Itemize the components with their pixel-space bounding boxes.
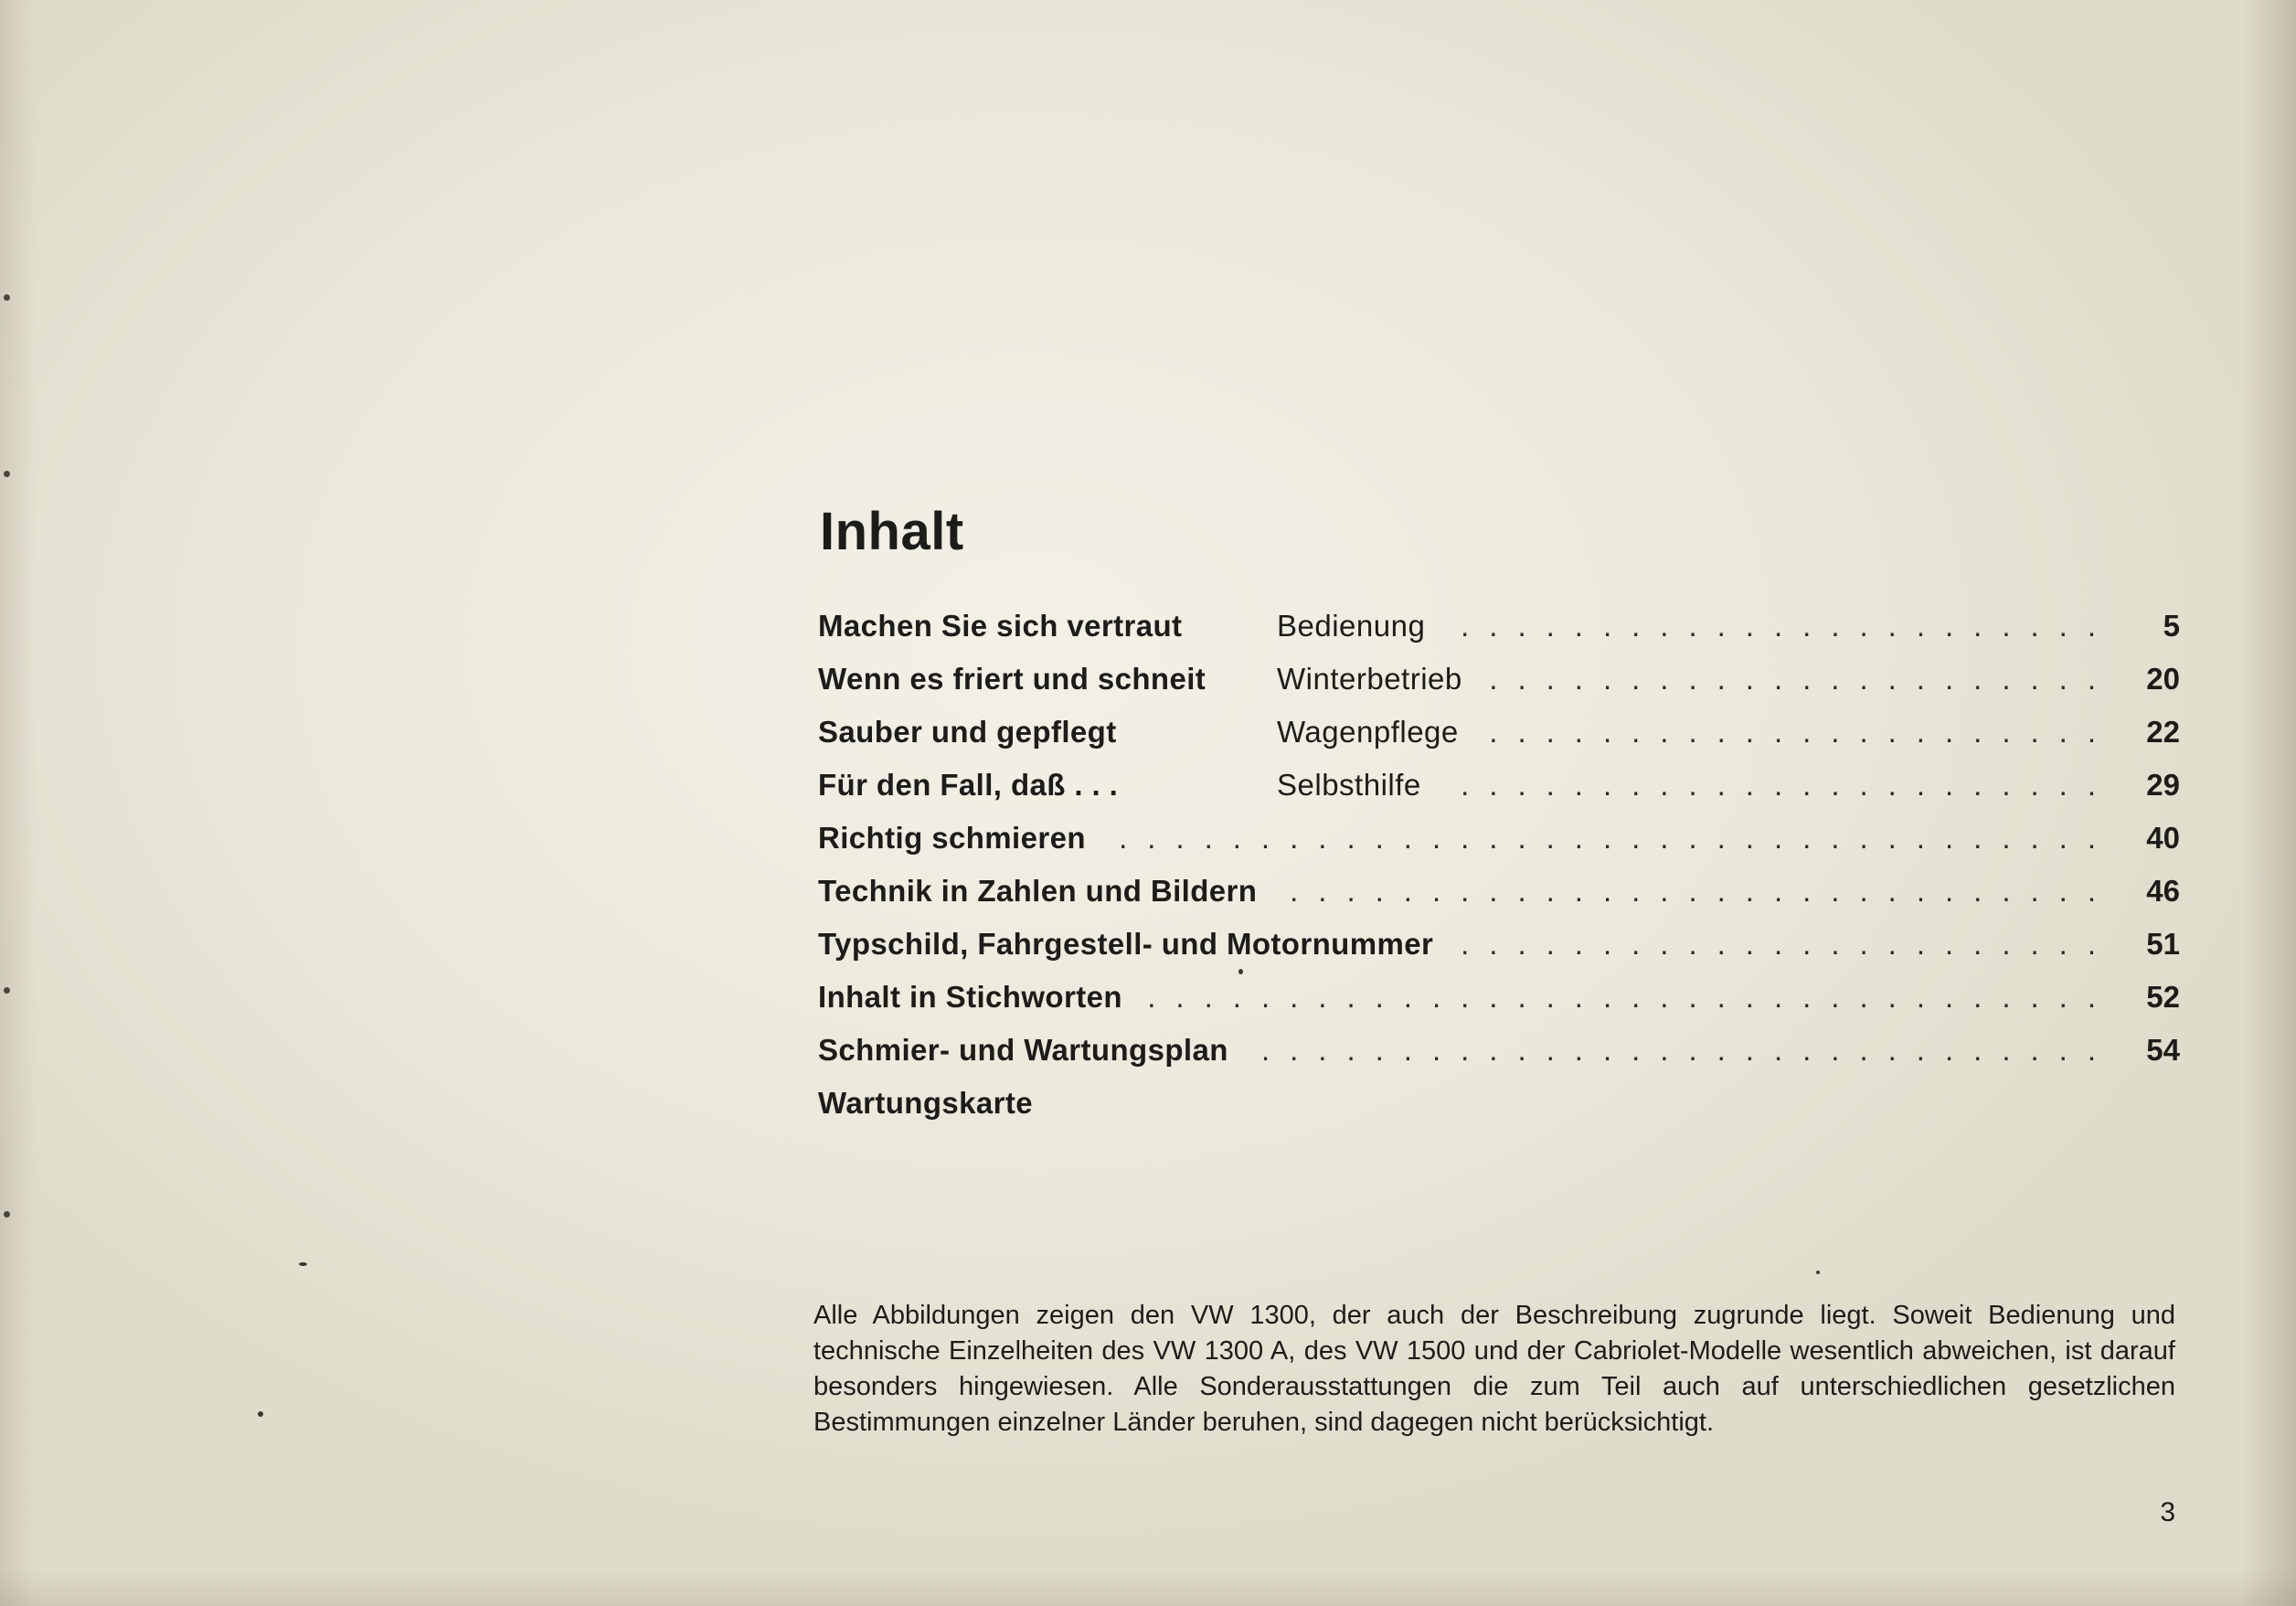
toc-entry-section: Wagenpflege	[1277, 715, 1459, 749]
toc-leader-dots: ..............................	[1260, 1033, 2116, 1067]
page-edge-right	[2241, 0, 2296, 1606]
toc-entry-title: Für den Fall, daß . . .	[818, 768, 1119, 802]
toc-entry-title: Inhalt in Stichworten	[818, 980, 1122, 1014]
toc-page-number: 40	[2146, 821, 2180, 855]
toc-entry	[818, 706, 2180, 759]
toc-leader-dots: .......................	[1461, 927, 2116, 961]
toc-page-number: 20	[2146, 662, 2180, 696]
page-edge-left	[0, 0, 37, 1606]
toc-entry	[818, 653, 2180, 706]
toc-entry	[818, 759, 2180, 812]
page-number: 3	[2160, 1497, 2175, 1527]
page-edge-bottom	[0, 1569, 2296, 1606]
toc-entry-title: Schmier- und Wartungsplan	[818, 1033, 1228, 1067]
paper-speck	[299, 1262, 307, 1266]
toc-page-number: 29	[2146, 768, 2180, 802]
toc-page-number: 52	[2146, 980, 2180, 1014]
binding-mark	[4, 471, 10, 477]
page-title: Inhalt	[820, 502, 964, 561]
toc-entry	[818, 600, 2180, 653]
toc-entry	[818, 918, 2180, 971]
toc-leader-dots: .......................	[1461, 768, 2116, 802]
toc-leader-dots: .............................	[1290, 874, 2116, 908]
toc-leader-dots: ...................................	[1119, 821, 2116, 855]
toc-entry	[818, 812, 2180, 865]
toc-page-number: 51	[2146, 927, 2180, 961]
toc-leader-dots: ..................................	[1147, 980, 2116, 1014]
toc-entry-section: Winterbetrieb	[1277, 662, 1462, 696]
toc-leader-dots: .......................	[1461, 609, 2116, 643]
toc-page-number: 54	[2146, 1033, 2180, 1067]
binding-mark	[4, 987, 10, 994]
toc-page-number: 22	[2146, 715, 2180, 749]
toc-entry-section: Bedienung	[1277, 609, 1426, 643]
toc-entry-title: Wenn es friert und schneit	[818, 662, 1206, 696]
toc-page-number: 46	[2146, 874, 2180, 908]
binding-mark	[4, 294, 10, 301]
toc-entry	[818, 865, 2180, 918]
toc-entry-title: Machen Sie sich vertraut	[818, 609, 1183, 643]
toc-entry-title: Sauber und gepflegt	[818, 715, 1117, 749]
toc-entry-title: Wartungskarte	[818, 1086, 1034, 1120]
toc-entry-title: Technik in Zahlen und Bildern	[818, 874, 1258, 908]
toc-entry	[818, 1024, 2180, 1077]
binding-mark	[4, 1211, 10, 1218]
table-of-contents	[818, 600, 2180, 1130]
footnote-text: Alle Abbildungen zeigen den VW 1300, der auch der Beschreibung zugrunde liegt. Soweit Bedienung und technische Einzelheiten des VW 1300 A, des VW 1500 und der Cabriolet-Modelle wesentlich abweichen, ist darauf besonders hingewiesen. Alle Sonderausstattungen die zum Teil auch auf unterschiedlichen gesetzlichen Bestimmungen einzelner Länder beruhen, sind dagegen nicht berücksichtigt.	[813, 1301, 2175, 1437]
toc-entry	[818, 1077, 2180, 1130]
toc-leader-dots: ......................	[1489, 662, 2116, 696]
toc-entry	[818, 971, 2180, 1024]
paper-speck	[258, 1411, 263, 1417]
toc-entry-section: Selbsthilfe	[1277, 768, 1421, 802]
toc-leader-dots: ......................	[1489, 715, 2116, 749]
toc-entry-title: Richtig schmieren	[818, 821, 1086, 855]
toc-entry-title: Typschild, Fahrgestell- und Motornummer	[818, 927, 1434, 961]
toc-page-number: 5	[2163, 609, 2180, 643]
paper-speck	[1816, 1271, 1820, 1274]
